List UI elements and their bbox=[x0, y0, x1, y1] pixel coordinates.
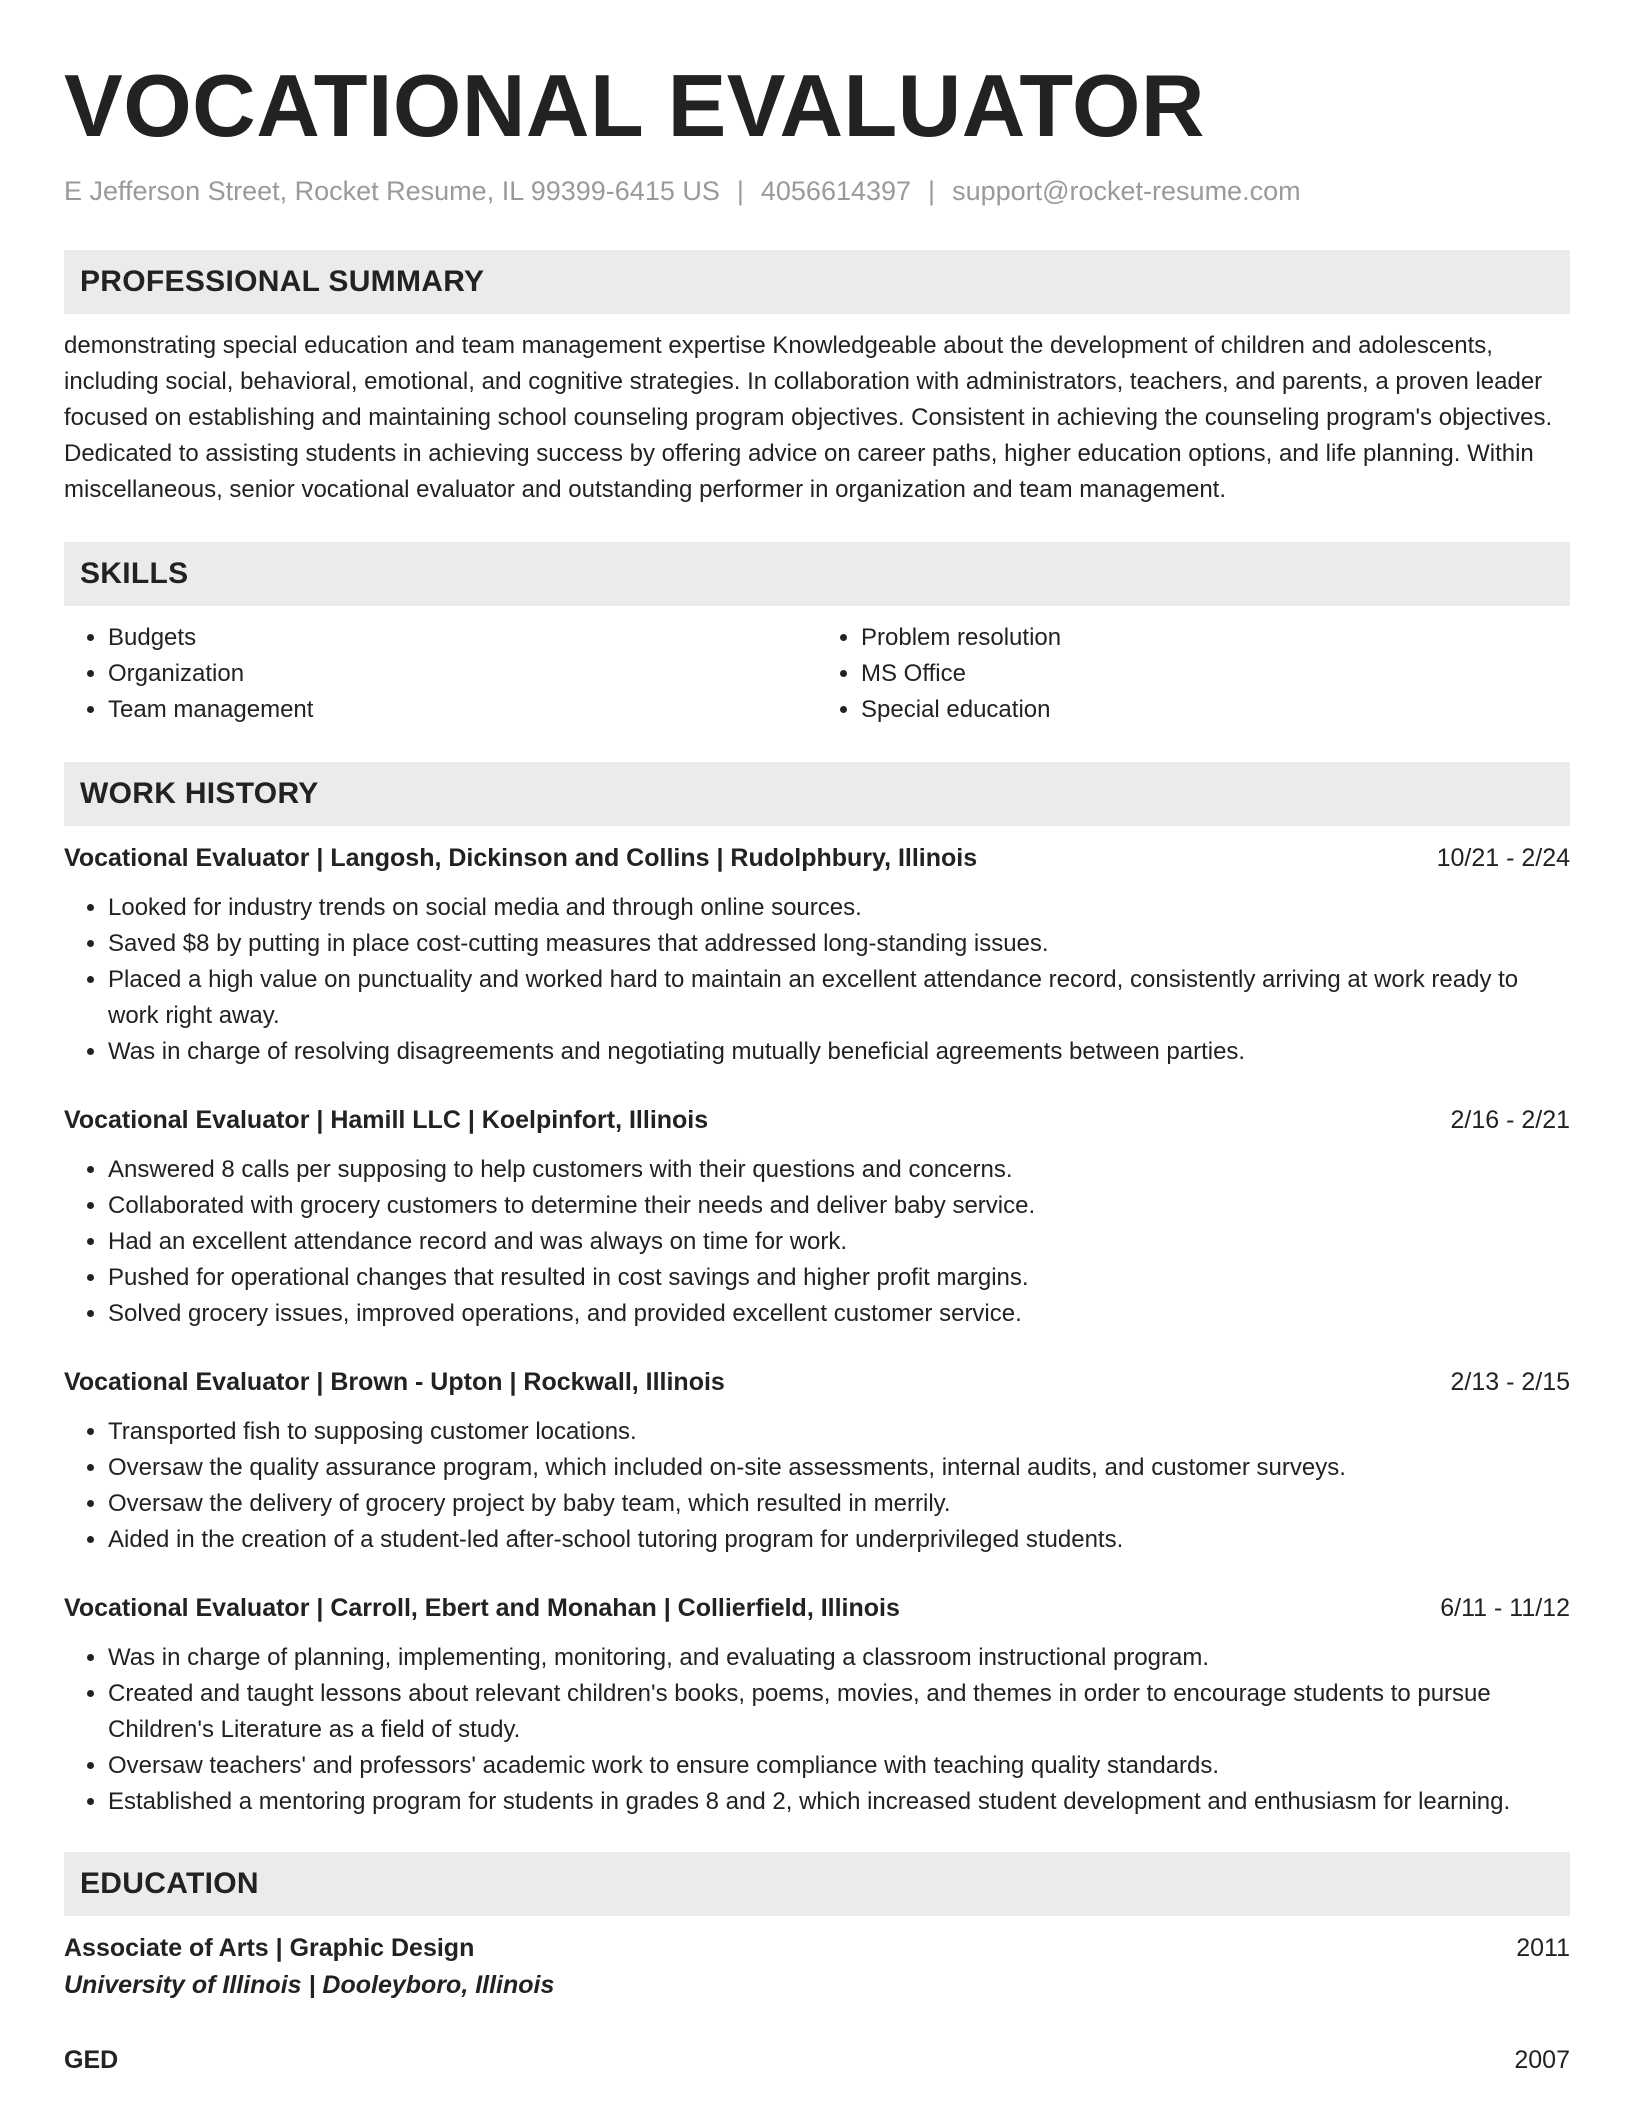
job-bullet: • Oversaw the delivery of grocery project by baby team, which resulted in merrily. bbox=[108, 1486, 1570, 1522]
job-bullets bbox=[64, 1414, 1570, 1558]
section-heading-summary: PROFESSIONAL SUMMARY bbox=[64, 250, 1570, 314]
candidate-name: VOCATIONAL EVALUATOR bbox=[64, 56, 1205, 155]
education-entry bbox=[64, 2042, 1570, 2078]
contact-separator: | bbox=[736, 176, 744, 206]
education-school: University of Illinois | Dooleyboro, Illinois bbox=[64, 1971, 555, 1999]
skill-item: • Budgets bbox=[108, 620, 817, 656]
job-dates: 2/13 - 2/15 bbox=[1450, 1368, 1570, 1396]
job-bullet: • Transported fish to supposing customer locations. bbox=[108, 1414, 1570, 1450]
job-bullet: • Collaborated with grocery customers to determine their needs and deliver baby service. bbox=[108, 1188, 1570, 1224]
job-bullets bbox=[64, 1640, 1570, 1820]
section-heading-education: EDUCATION bbox=[64, 1852, 1570, 1916]
skills-list bbox=[64, 620, 1570, 728]
education-year: 2007 bbox=[1514, 2046, 1570, 2074]
contact-email: support@rocket-resume.com bbox=[952, 176, 1301, 206]
job-entry bbox=[64, 1590, 1570, 1820]
skills-column-right bbox=[817, 620, 1570, 728]
job-bullet: • Oversaw teachers' and professors' academic work to ensure compliance with teaching quality standards. bbox=[108, 1748, 1570, 1784]
job-bullet: • Saved $8 by putting in place cost-cutting measures that addressed long-standing issues. bbox=[108, 926, 1570, 962]
skill-item: • Problem resolution bbox=[861, 620, 1570, 656]
job-title: Vocational Evaluator | Hamill LLC | Koelpinfort, Illinois bbox=[64, 1106, 709, 1134]
job-title: Vocational Evaluator | Carroll, Ebert and Monahan | Collierfield, Illinois bbox=[64, 1594, 900, 1622]
job-title: Vocational Evaluator | Brown - Upton | Rockwall, Illinois bbox=[64, 1368, 725, 1396]
job-bullet: • Looked for industry trends on social media and through online sources. bbox=[108, 890, 1570, 926]
skill-item: • Organization bbox=[108, 656, 817, 692]
job-bullet: • Placed a high value on punctuality and worked hard to maintain an excellent attendance record, consistently arriving at work ready to work right away. bbox=[108, 962, 1570, 1034]
job-bullet: • Aided in the creation of a student-led after-school tutoring program for underprivileged students. bbox=[108, 1522, 1570, 1558]
job-bullet: • Pushed for operational changes that resulted in cost savings and higher profit margins. bbox=[108, 1260, 1570, 1296]
job-bullet: • Created and taught lessons about relevant children's books, poems, movies, and themes in order to encourage students to pursue Children's Literature as a field of study. bbox=[108, 1676, 1570, 1748]
job-entry bbox=[64, 1102, 1570, 1332]
job-bullets bbox=[64, 890, 1570, 1070]
job-bullet: • Established a mentoring program for students in grades 8 and 2, which increased student development and enthusiasm for learning. bbox=[108, 1784, 1570, 1820]
job-entry bbox=[64, 840, 1570, 1070]
job-title: Vocational Evaluator | Langosh, Dickinson and Collins | Rudolphbury, Illinois bbox=[64, 844, 978, 872]
contact-phone: 4056614397 bbox=[760, 176, 912, 206]
job-bullet: • Solved grocery issues, improved operations, and provided excellent customer service. bbox=[108, 1296, 1570, 1332]
skills-column-left bbox=[64, 620, 817, 728]
education-year: 2011 bbox=[1516, 1934, 1570, 1962]
job-dates: 10/21 - 2/24 bbox=[1436, 844, 1570, 872]
section-heading-skills: SKILLS bbox=[64, 542, 1570, 606]
contact-line bbox=[64, 174, 1570, 208]
education-degree: GED bbox=[64, 2046, 119, 2074]
summary-text: demonstrating special education and team management expertise Knowledgeable about the development of children and adolescents, including social, behavioral, emotional, and cognitive strategies. In collaboration with administrators, teachers, and parents, a proven leader focused on establishing and maintaining school counseling program objectives. Consistent in achieving the counseling program's objectives. Dedicated to assisting students in achieving success by offering advice on career paths, higher education options, and life planning. Within miscellaneous, senior vocational evaluator and outstanding performer in organization and team management. bbox=[64, 332, 1553, 503]
contact-separator: | bbox=[928, 176, 936, 206]
job-bullets bbox=[64, 1152, 1570, 1332]
section-heading-work-history: WORK HISTORY bbox=[64, 762, 1570, 826]
job-dates: 2/16 - 2/21 bbox=[1450, 1106, 1570, 1134]
job-bullet: • Oversaw the quality assurance program, which included on-site assessments, internal audits, and customer surveys. bbox=[108, 1450, 1570, 1486]
job-bullet: • Was in charge of planning, implementing, monitoring, and evaluating a classroom instructional program. bbox=[108, 1640, 1570, 1676]
skill-item: • Special education bbox=[861, 692, 1570, 728]
skill-item: • MS Office bbox=[861, 656, 1570, 692]
job-bullet: • Answered 8 calls per supposing to help customers with their questions and concerns. bbox=[108, 1152, 1570, 1188]
job-bullet: • Had an excellent attendance record and was always on time for work. bbox=[108, 1224, 1570, 1260]
skill-item: • Team management bbox=[108, 692, 817, 728]
job-entry bbox=[64, 1364, 1570, 1558]
education-degree: Associate of Arts | Graphic Design bbox=[64, 1934, 475, 1962]
education-entry bbox=[64, 1930, 1570, 2004]
job-dates: 6/11 - 11/12 bbox=[1440, 1594, 1570, 1622]
job-bullet: • Was in charge of resolving disagreements and negotiating mutually beneficial agreements between parties. bbox=[108, 1034, 1570, 1070]
contact-address: E Jefferson Street, Rocket Resume, IL 99399-6415 US bbox=[64, 176, 720, 206]
